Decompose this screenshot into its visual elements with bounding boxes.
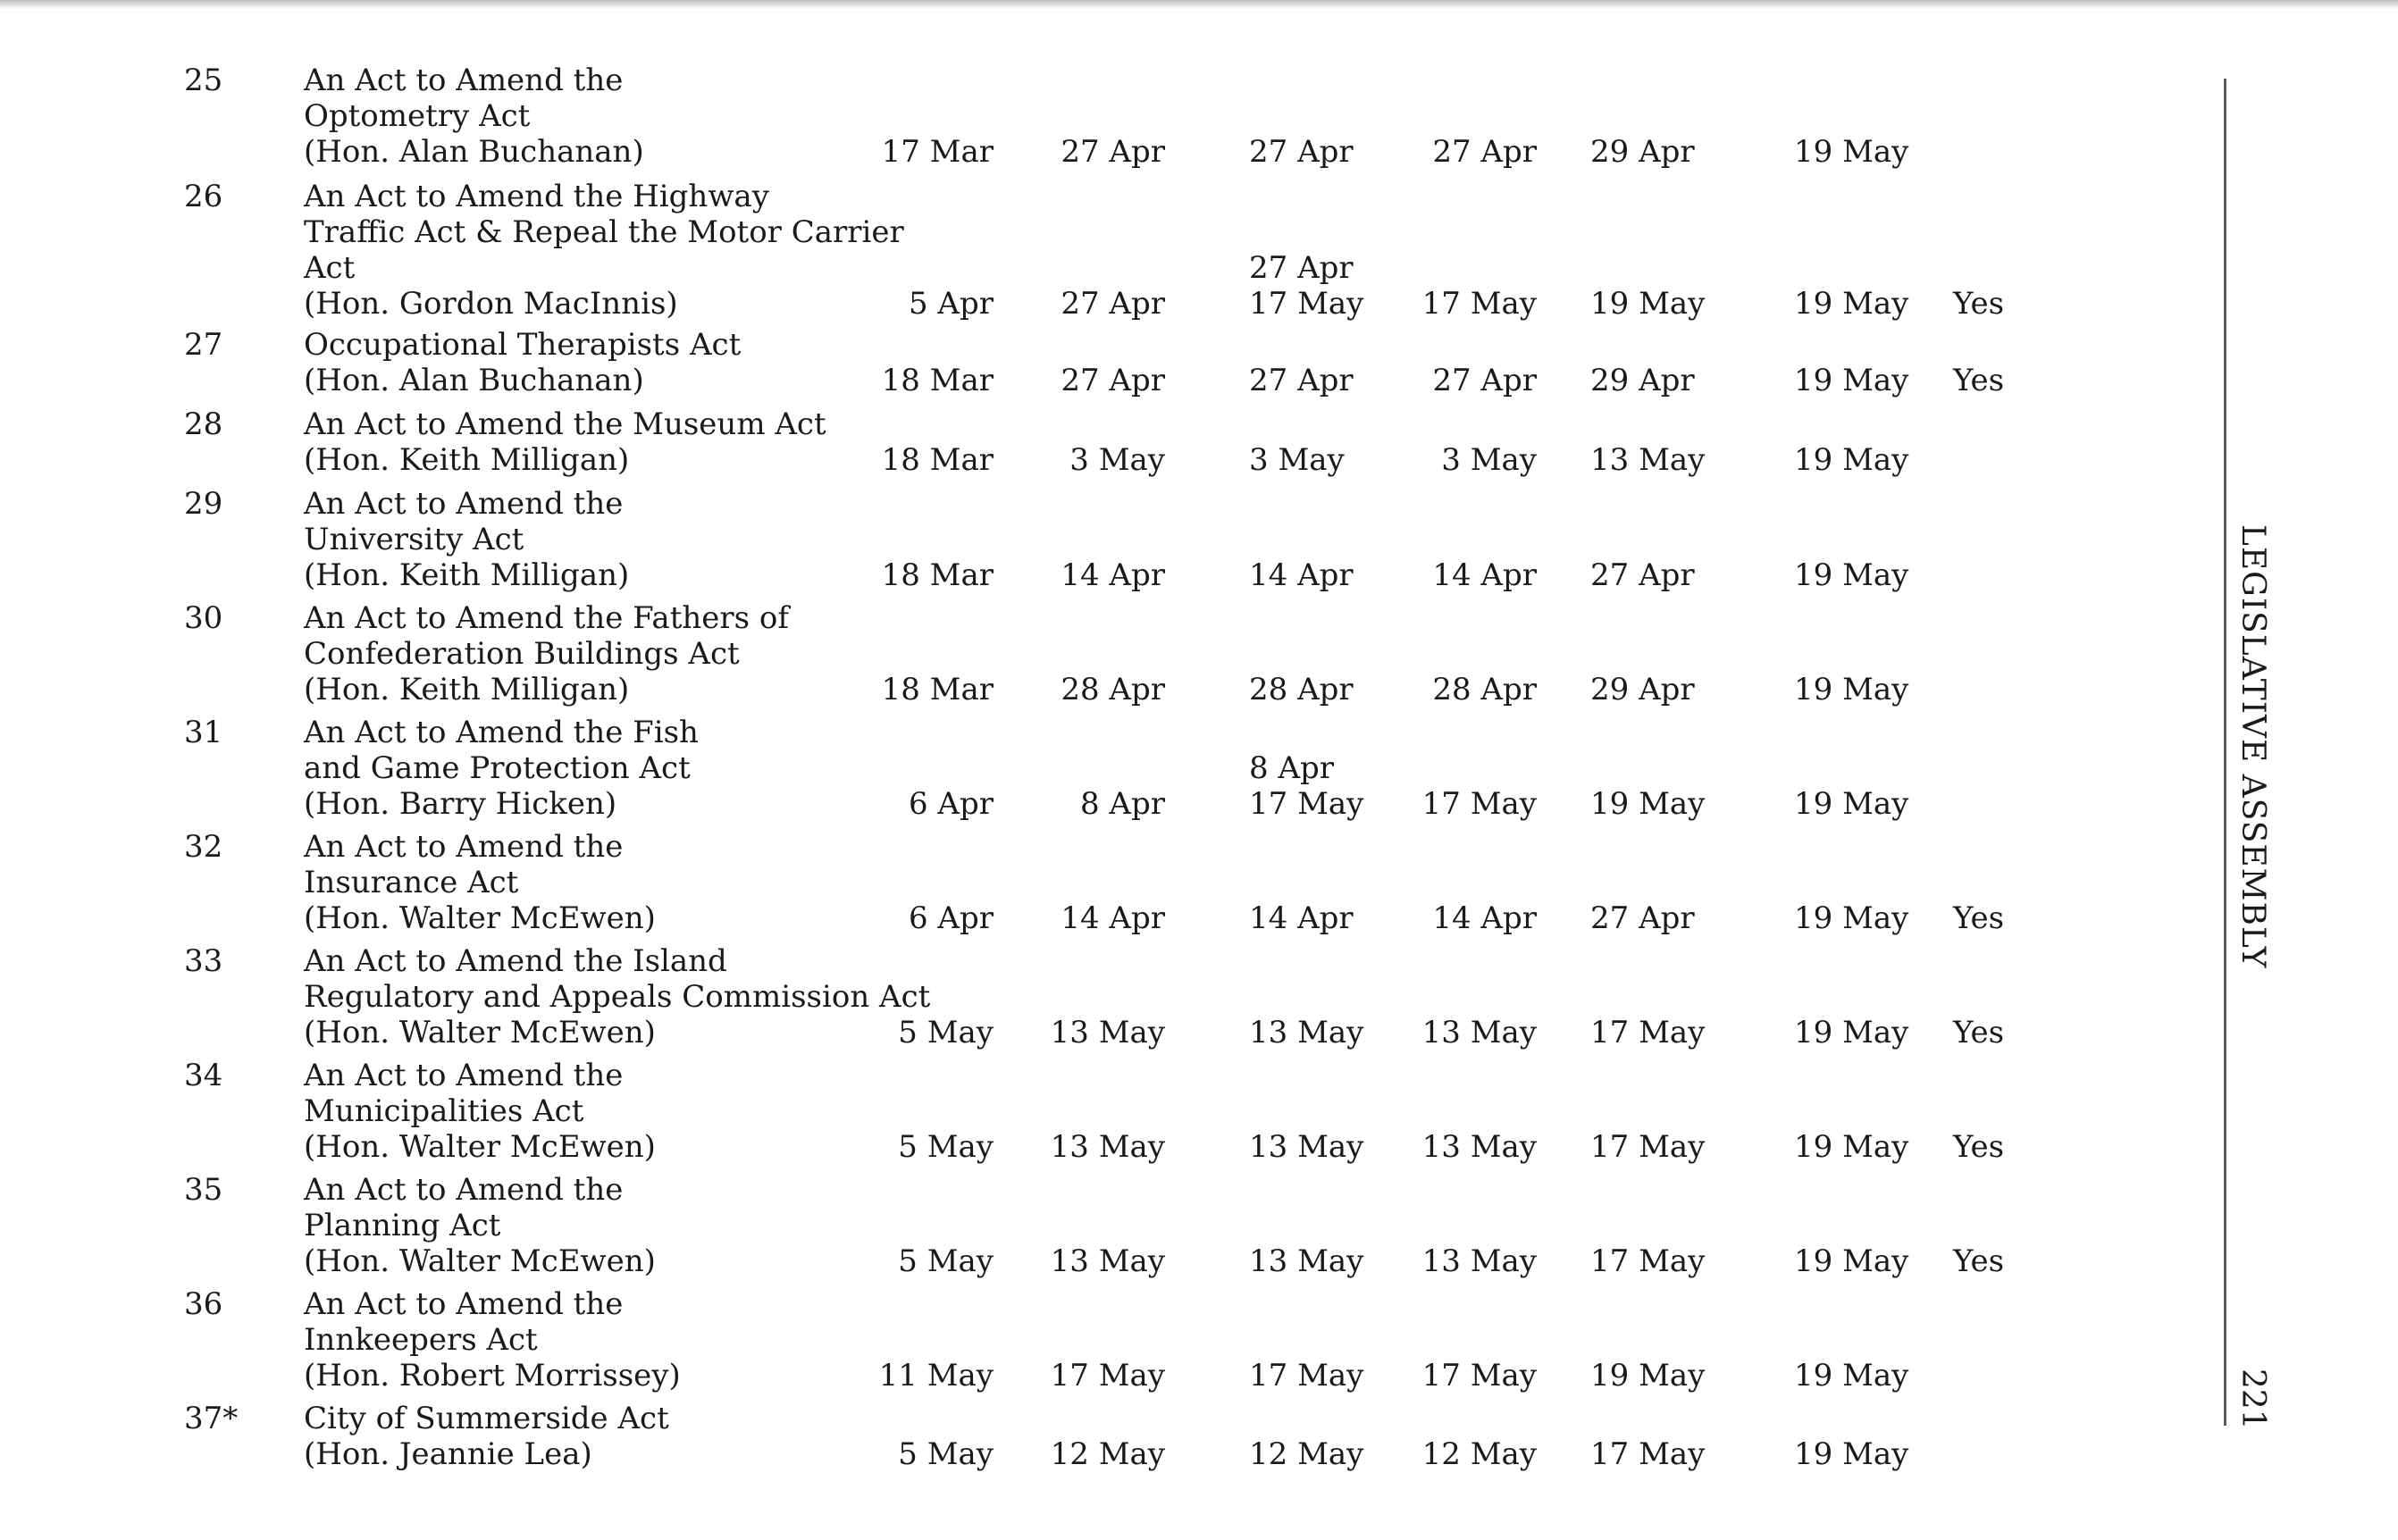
report-date: 13 May	[1421, 1129, 1537, 1165]
report-date: 3 May	[1441, 442, 1537, 478]
bill-title: An Act to Amend the Innkeepers Act (Hon. Robert Morrissey)	[304, 1286, 681, 1394]
second-reading-date: 27 Apr	[1061, 363, 1165, 398]
report-date: 14 Apr	[1432, 557, 1537, 593]
bill-number: 36	[184, 1286, 223, 1322]
royal-assent-date: 19 May	[1794, 1358, 1909, 1394]
bill-title: An Act to Amend the Insurance Act (Hon. Walter McEwen)	[304, 829, 656, 936]
committee-date: 27 Apr	[1249, 363, 1354, 398]
committee-date: 14 Apr	[1249, 900, 1354, 936]
royal-assent-date: 19 May	[1794, 1436, 1909, 1472]
proclamation-flag: Yes	[1953, 286, 2005, 322]
third-reading-date: 27 Apr	[1590, 557, 1695, 593]
royal-assent-date: 19 May	[1794, 1015, 1909, 1050]
bill-number: 29	[184, 486, 223, 522]
royal-assent-date: 19 May	[1794, 900, 1909, 936]
royal-assent-date: 19 May	[1794, 1129, 1909, 1165]
second-reading-date: 27 Apr	[1061, 134, 1165, 170]
proclamation-flag: Yes	[1953, 1015, 2005, 1050]
proclamation-flag: Yes	[1953, 1129, 2005, 1165]
committee-date: 27 Apr	[1249, 134, 1354, 170]
first-reading-date: 18 Mar	[881, 442, 994, 478]
third-reading-date: 13 May	[1590, 442, 1706, 478]
first-reading-date: 5 Apr	[908, 286, 994, 322]
committee-date: 13 May	[1249, 1015, 1364, 1050]
committee-date: 27 Apr 17 May	[1249, 250, 1364, 322]
report-date: 17 May	[1421, 286, 1537, 322]
royal-assent-date: 19 May	[1794, 286, 1909, 322]
bill-number: 25	[184, 63, 223, 98]
bill-number: 32	[184, 829, 223, 865]
report-date: 27 Apr	[1432, 134, 1537, 170]
second-reading-date: 8 Apr	[1079, 786, 1165, 822]
second-reading-date: 13 May	[1050, 1243, 1165, 1279]
third-reading-date: 29 Apr	[1590, 134, 1695, 170]
first-reading-date: 5 May	[898, 1129, 994, 1165]
report-date: 28 Apr	[1432, 672, 1537, 707]
bill-number: 33	[184, 943, 223, 979]
bill-number: 35	[184, 1172, 223, 1208]
royal-assent-date: 19 May	[1794, 786, 1909, 822]
bill-number: 30	[184, 600, 223, 636]
report-date: 13 May	[1421, 1243, 1537, 1279]
committee-date: 17 May	[1249, 1358, 1364, 1394]
second-reading-date: 14 Apr	[1061, 557, 1165, 593]
third-reading-date: 17 May	[1590, 1243, 1706, 1279]
report-date: 12 May	[1421, 1436, 1537, 1472]
second-reading-date: 27 Apr	[1061, 286, 1165, 322]
bill-title: An Act to Amend the Municipalities Act (Hon. Walter McEwen)	[304, 1058, 656, 1165]
report-date: 17 May	[1421, 1358, 1537, 1394]
proclamation-flag: Yes	[1953, 363, 2005, 398]
third-reading-date: 27 Apr	[1590, 900, 1695, 936]
first-reading-date: 5 May	[898, 1436, 994, 1472]
bill-title: An Act to Amend the Fish and Game Protection Act (Hon. Barry Hicken)	[304, 715, 699, 822]
bill-title: An Act to Amend the University Act (Hon. Keith Milligan)	[304, 486, 630, 593]
bill-title: An Act to Amend the Highway Traffic Act & Repeal the Motor Carrier Act (Hon. Gordon MacInnis)	[304, 179, 904, 322]
royal-assent-date: 19 May	[1794, 1243, 1909, 1279]
first-reading-date: 6 Apr	[908, 786, 994, 822]
royal-assent-date: 19 May	[1794, 557, 1909, 593]
third-reading-date: 29 Apr	[1590, 363, 1695, 398]
third-reading-date: 19 May	[1590, 286, 1706, 322]
bill-title: Occupational Therapists Act (Hon. Alan Buchanan)	[304, 327, 742, 398]
second-reading-date: 17 May	[1050, 1358, 1165, 1394]
bill-title: An Act to Amend the Planning Act (Hon. Walter McEwen)	[304, 1172, 656, 1279]
first-reading-date: 6 Apr	[908, 900, 994, 936]
page-top-shadow	[0, 0, 2398, 9]
royal-assent-date: 19 May	[1794, 442, 1909, 478]
bill-title: An Act to Amend the Fathers of Confederation Buildings Act (Hon. Keith Milligan)	[304, 600, 789, 707]
committee-date: 3 May	[1249, 442, 1345, 478]
report-date: 17 May	[1421, 786, 1537, 822]
bill-title: City of Summerside Act (Hon. Jeannie Lea)	[304, 1401, 669, 1472]
proclamation-flag: Yes	[1953, 1243, 2005, 1279]
second-reading-date: 14 Apr	[1061, 900, 1165, 936]
page-number: 221	[2234, 1368, 2271, 1430]
bill-title: An Act to Amend the Island Regulatory and Appeals Commission Act (Hon. Walter McEwen)	[304, 943, 931, 1050]
second-reading-date: 13 May	[1050, 1129, 1165, 1165]
third-reading-date: 19 May	[1590, 1358, 1706, 1394]
report-date: 13 May	[1421, 1015, 1537, 1050]
bill-number: 31	[184, 715, 223, 750]
second-reading-date: 3 May	[1069, 442, 1165, 478]
committee-date: 14 Apr	[1249, 557, 1354, 593]
committee-date: 13 May	[1249, 1243, 1364, 1279]
first-reading-date: 5 May	[898, 1015, 994, 1050]
bill-title: An Act to Amend the Museum Act (Hon. Keith Milligan)	[304, 406, 826, 478]
bill-number: 34	[184, 1058, 223, 1093]
second-reading-date: 28 Apr	[1061, 672, 1165, 707]
third-reading-date: 19 May	[1590, 786, 1706, 822]
bill-title: An Act to Amend the Optometry Act (Hon. Alan Buchanan)	[304, 63, 644, 170]
committee-date: 8 Apr 17 May	[1249, 750, 1364, 822]
royal-assent-date: 19 May	[1794, 134, 1909, 170]
first-reading-date: 18 Mar	[881, 672, 994, 707]
first-reading-date: 11 May	[878, 1358, 994, 1394]
bill-number: 27	[184, 327, 223, 363]
third-reading-date: 17 May	[1590, 1129, 1706, 1165]
bill-number: 28	[184, 406, 223, 442]
second-reading-date: 13 May	[1050, 1015, 1165, 1050]
proclamation-flag: Yes	[1953, 900, 2005, 936]
running-header: LEGISLATIVE ASSEMBLY	[2234, 524, 2271, 969]
first-reading-date: 18 Mar	[881, 557, 994, 593]
bill-number: 26	[184, 179, 223, 214]
first-reading-date: 17 Mar	[881, 134, 994, 170]
committee-date: 13 May	[1249, 1129, 1364, 1165]
third-reading-date: 17 May	[1590, 1015, 1706, 1050]
committee-date: 28 Apr	[1249, 672, 1354, 707]
royal-assent-date: 19 May	[1794, 672, 1909, 707]
report-date: 27 Apr	[1432, 363, 1537, 398]
bill-number: 37*	[184, 1401, 239, 1436]
vertical-rule	[2224, 79, 2226, 1426]
committee-date: 12 May	[1249, 1436, 1364, 1472]
royal-assent-date: 19 May	[1794, 363, 1909, 398]
second-reading-date: 12 May	[1050, 1436, 1165, 1472]
third-reading-date: 17 May	[1590, 1436, 1706, 1472]
first-reading-date: 18 Mar	[881, 363, 994, 398]
third-reading-date: 29 Apr	[1590, 672, 1695, 707]
first-reading-date: 5 May	[898, 1243, 994, 1279]
report-date: 14 Apr	[1432, 900, 1537, 936]
